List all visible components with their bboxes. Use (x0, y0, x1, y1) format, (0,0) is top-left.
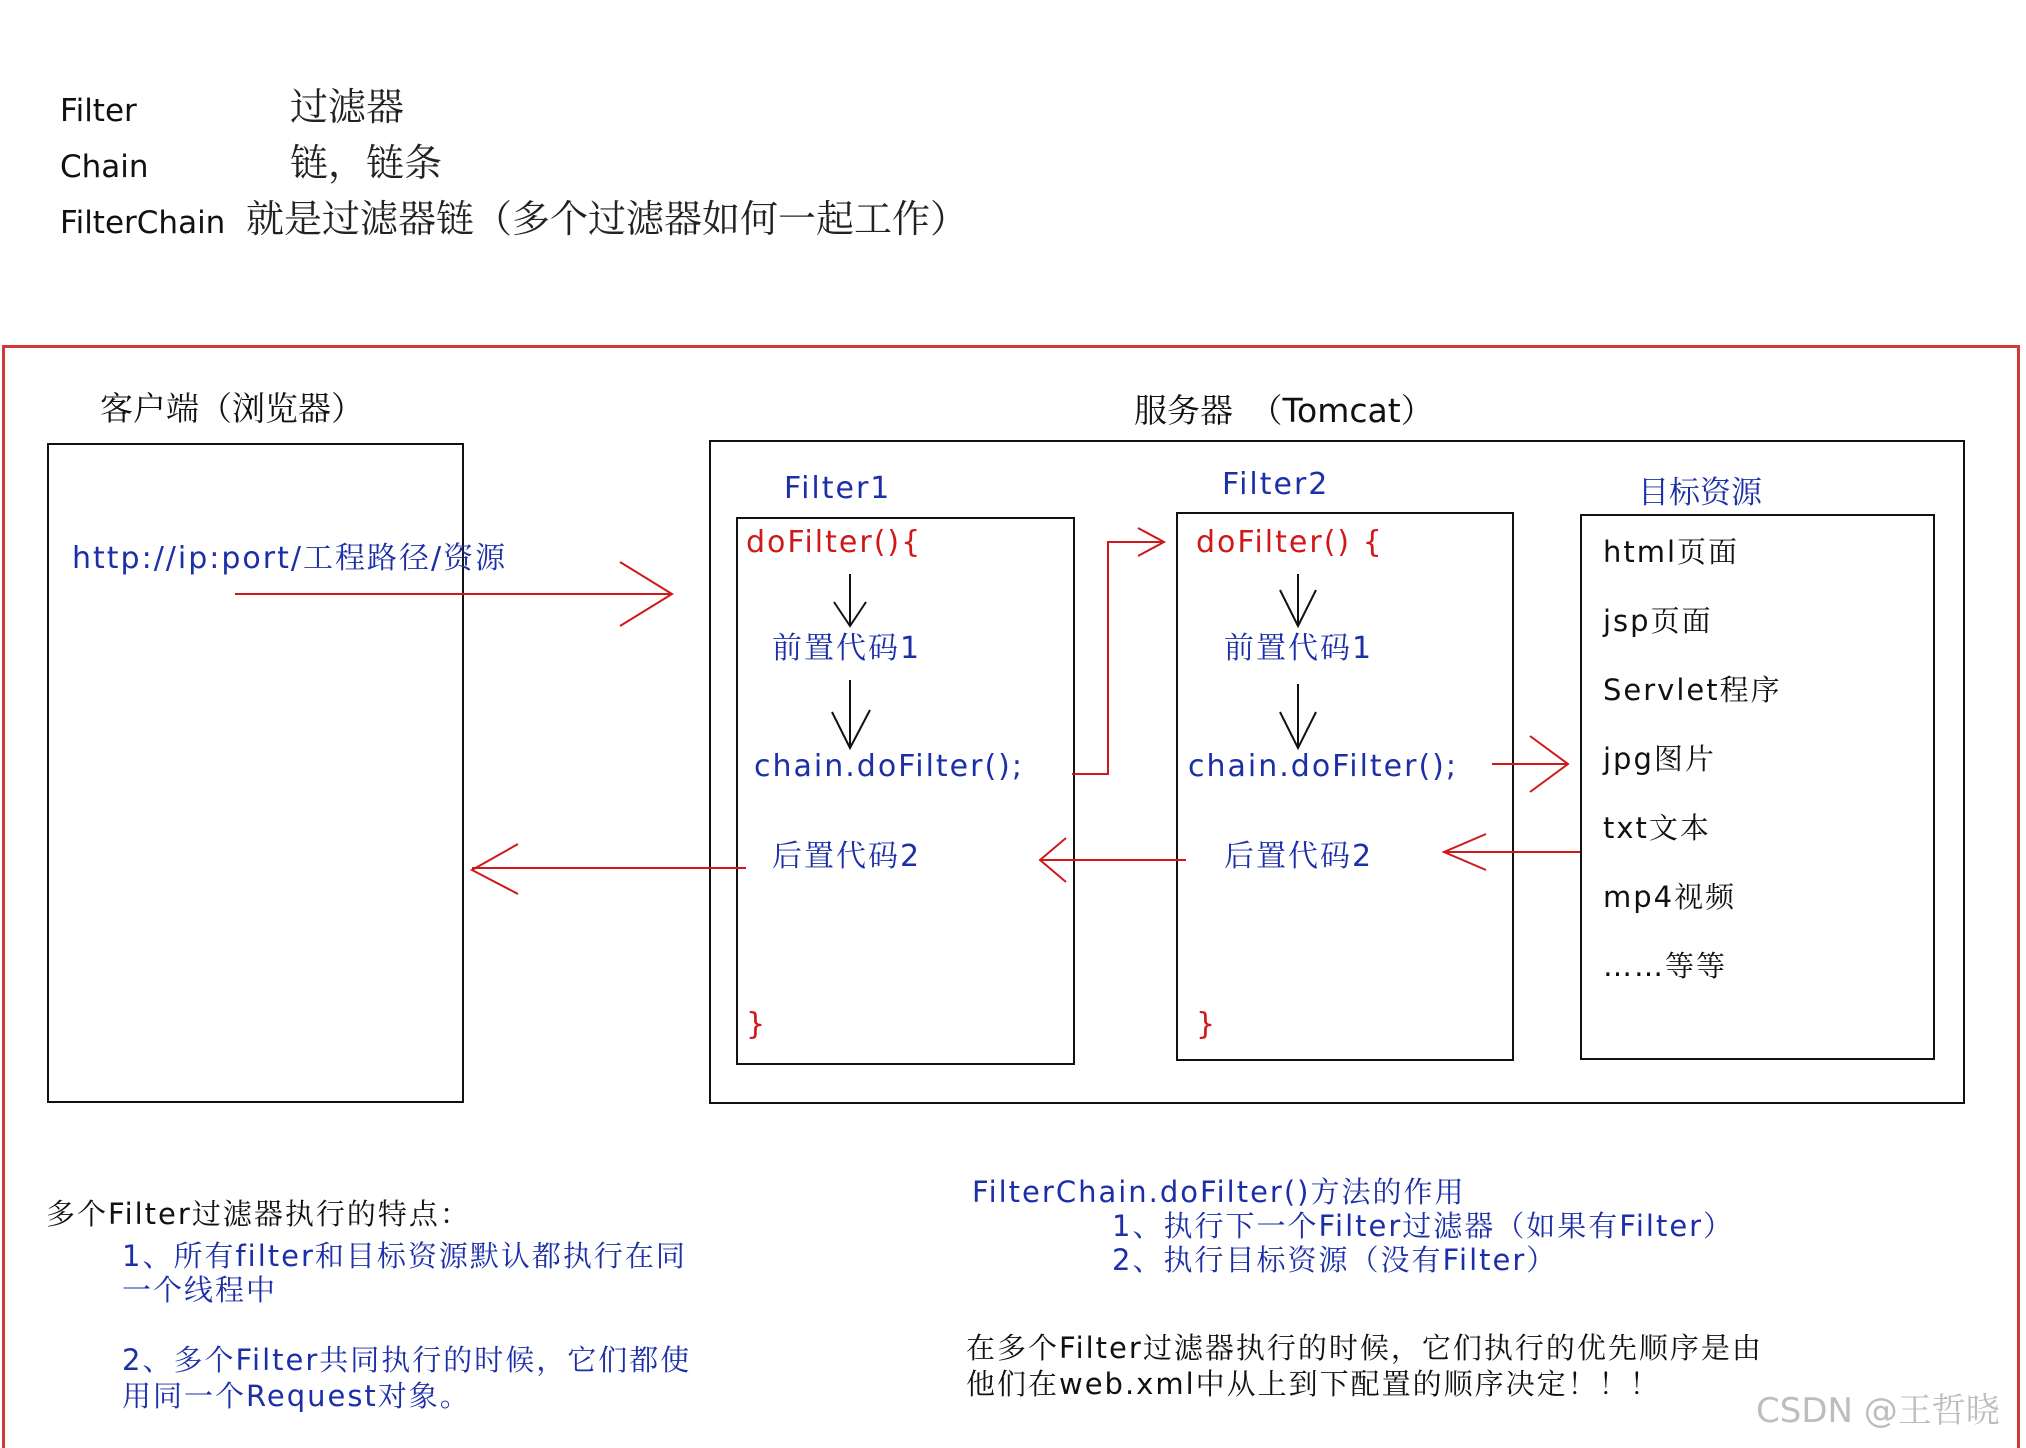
filter2-to-filter1-arrow (1040, 838, 1186, 882)
filter2-title: Filter2 (1222, 467, 1330, 502)
request-arrow (235, 562, 672, 626)
filter2-chain-call: chain.doFilter(); (1188, 749, 1458, 784)
target-to-filter2-arrow (1444, 834, 1580, 870)
notes-right-order-line2: 他们在web.xml中从上到下配置的顺序决定！！！ (966, 1367, 1661, 1401)
glossary-term-filter: Filter (60, 93, 137, 129)
filter2-post-code: 后置代码2 (1224, 839, 1374, 874)
client-url: http://ip:port/工程路径/资源 (72, 541, 508, 576)
filter2-pre-code: 前置代码1 (1224, 631, 1374, 666)
notes-left-title: 多个Filter过滤器执行的特点： (46, 1197, 471, 1231)
filter2-to-target-arrow (1492, 736, 1568, 792)
glossary-term-chain: Chain (60, 149, 149, 185)
target-item-jsp: jsp页面 (1603, 604, 1713, 638)
filter1-pre-code: 前置代码1 (772, 631, 922, 666)
filter1-down-arrows (832, 574, 870, 748)
filter2-dofilter-open: doFilter() { (1196, 525, 1384, 560)
notes-right-title: FilterChain.doFilter()方法的作用 (972, 1175, 1466, 1209)
filter1-post-code: 后置代码2 (772, 839, 922, 874)
glossary-def-filterchain: 就是过滤器链（多个过滤器如何一起工作） (246, 197, 969, 241)
target-item-txt: txt文本 (1603, 811, 1711, 845)
notes-right-item1: 1、执行下一个Filter过滤器（如果有Filter） (1112, 1209, 1735, 1243)
glossary-term-filterchain: FilterChain (60, 205, 226, 241)
client-title: 客户端（浏览器） (100, 389, 364, 428)
filter2-dofilter-close: } (1196, 1007, 1218, 1042)
csdn-watermark: CSDN @王哲晓 (1756, 1391, 2000, 1431)
filter1-chain-call: chain.doFilter(); (754, 749, 1024, 784)
glossary-def-filter: 过滤器 (290, 85, 405, 129)
server-title: 服务器 （Tomcat） (1134, 391, 1434, 430)
notes-left-item2-line1: 2、多个Filter共同执行的时候，它们都使 (122, 1343, 692, 1377)
target-item-jpg: jpg图片 (1603, 742, 1716, 776)
notes-left-item2-line2: 用同一个Request对象。 (122, 1379, 471, 1413)
filter1-dofilter-close: } (746, 1007, 768, 1042)
filter1-dofilter-open: doFilter(){ (746, 525, 923, 560)
target-title: 目标资源 (1638, 475, 1762, 511)
filter1-to-filter2-arrow (1072, 528, 1164, 774)
glossary-def-chain: 链，链条 (290, 141, 443, 185)
target-item-etc: ……等等 (1603, 949, 1728, 983)
filter1-title: Filter1 (784, 471, 892, 506)
target-item-mp4: mp4视频 (1603, 880, 1737, 914)
notes-right-item2: 2、执行目标资源（没有Filter） (1112, 1243, 1558, 1277)
target-item-servlet: Servlet程序 (1603, 673, 1782, 707)
target-item-html: html页面 (1603, 535, 1740, 569)
filter2-down-arrows (1280, 574, 1316, 748)
notes-right-order-line1: 在多个Filter过滤器执行的时候，它们执行的优先顺序是由 (966, 1331, 1763, 1365)
response-arrow (472, 844, 746, 894)
notes-left-item1-line1: 1、所有filter和目标资源默认都执行在同 (122, 1239, 687, 1273)
notes-left-item1-line2: 一个线程中 (122, 1273, 278, 1307)
